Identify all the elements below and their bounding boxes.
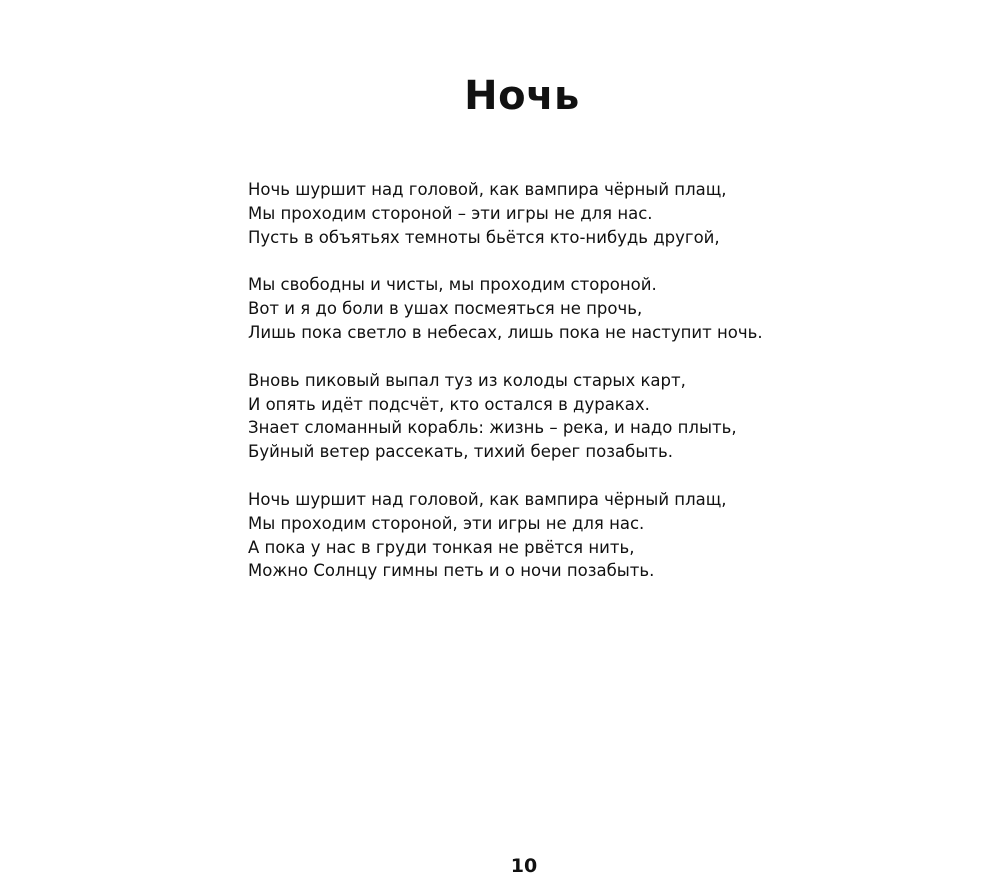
poem-line: Ночь шуршит над головой, как вампира чёрный плащ, [248, 489, 727, 509]
page-title: Ночь [464, 73, 580, 119]
poem-line: Лишь пока светло в небесах, лишь пока не наступит ночь. [248, 322, 763, 342]
stanza-2 [248, 273, 948, 344]
poem-line: И опять идёт подсчёт, кто остался в дураках. [248, 394, 650, 414]
poem-line: Знает сломанный корабль: жизнь – река, и надо плыть, [248, 418, 737, 438]
poem-line: А пока у нас в груди тонкая не рвётся нить, [248, 537, 635, 557]
poem-line: Пусть в объятьях темноты бьётся кто-нибудь другой, [248, 227, 720, 247]
poem-line: Ночь шуршит над головой, как вампира чёрный плащ, [248, 180, 727, 199]
stanza-3 [248, 369, 948, 464]
stanza-1 [248, 178, 948, 249]
poem-line: Вновь пиковый выпал туз из колоды старых карт, [248, 370, 686, 390]
poem-line: Буйный ветер рассекать, тихий берег позабыть. [248, 442, 673, 462]
poem-line: Вот и я до боли в ушах посмеяться не прочь, [248, 299, 643, 319]
page-number: 10 [510, 855, 538, 877]
poem-line: Мы проходим стороной – эти игры не для нас. [248, 203, 653, 223]
poem-line: Мы проходим стороной, эти игры не для нас. [248, 513, 645, 533]
poem-line: Можно Солнцу гимны петь и о ночи позабыть. [248, 561, 655, 581]
poem-line: Мы свободны и чисты, мы проходим стороной. [248, 275, 657, 295]
poem-body [248, 178, 948, 607]
stanza-4 [248, 488, 948, 583]
